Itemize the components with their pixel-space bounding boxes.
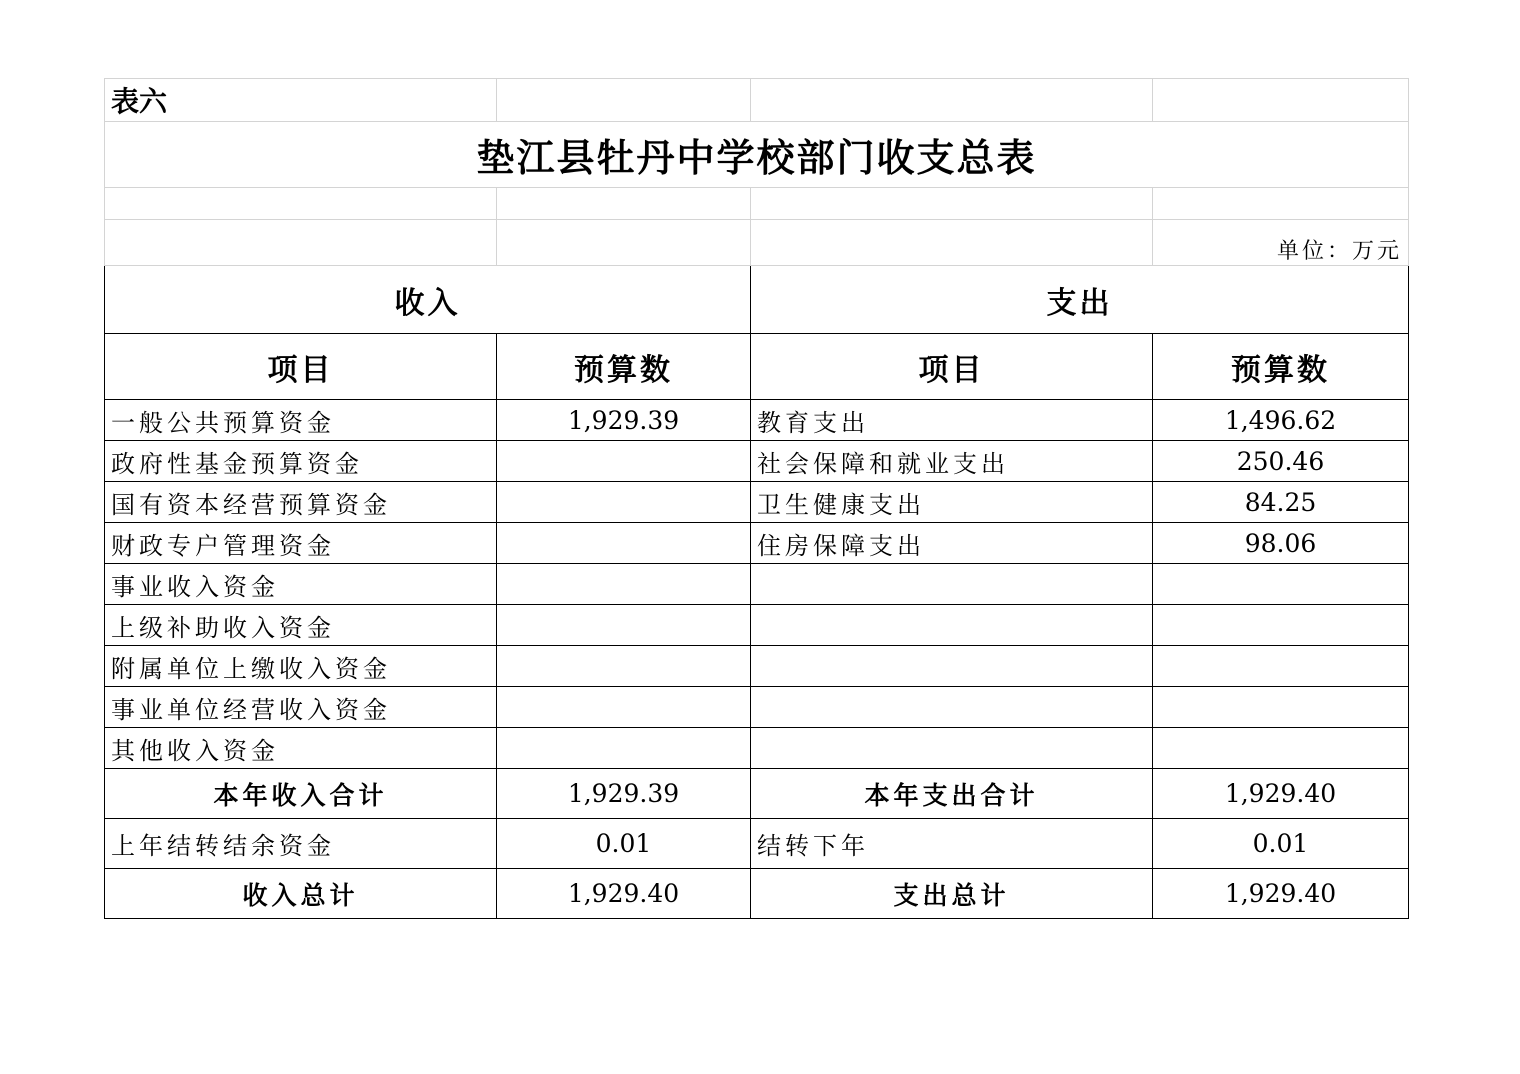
expense-subtotal-value: 1,929.40 — [1153, 769, 1409, 819]
budget-table — [104, 78, 1409, 919]
table-tag: 表六 — [105, 79, 497, 122]
expense-item: 教育支出 — [751, 400, 1153, 441]
expense-item: 卫生健康支出 — [751, 482, 1153, 523]
title-row — [105, 122, 1409, 188]
table-row — [105, 523, 1409, 564]
income-value — [497, 523, 751, 564]
expense-item — [751, 728, 1153, 769]
expense-item — [751, 646, 1153, 687]
expense-value: 1,496.62 — [1153, 400, 1409, 441]
income-item: 上级补助收入资金 — [105, 605, 497, 646]
table-row — [105, 400, 1409, 441]
expense-budget-header: 预算数 — [1153, 334, 1409, 400]
income-item: 国有资本经营预算资金 — [105, 482, 497, 523]
expense-item-header: 项目 — [751, 334, 1153, 400]
income-header: 收入 — [105, 266, 751, 334]
expense-item — [751, 605, 1153, 646]
expense-value — [1153, 646, 1409, 687]
income-value — [497, 482, 751, 523]
unit-row — [105, 220, 1409, 266]
income-total-label: 收入总计 — [105, 869, 497, 919]
income-carry-label: 上年结转结余资金 — [105, 819, 497, 869]
income-value: 1,929.39 — [497, 400, 751, 441]
table-row — [105, 482, 1409, 523]
expense-total-value: 1,929.40 — [1153, 869, 1409, 919]
income-value — [497, 605, 751, 646]
expense-item: 社会保障和就业支出 — [751, 441, 1153, 482]
expense-carry-value: 0.01 — [1153, 819, 1409, 869]
expense-carry-label: 结转下年 — [751, 819, 1153, 869]
expense-item: 住房保障支出 — [751, 523, 1153, 564]
income-item: 事业收入资金 — [105, 564, 497, 605]
expense-value — [1153, 728, 1409, 769]
income-budget-header: 预算数 — [497, 334, 751, 400]
income-carry-value: 0.01 — [497, 819, 751, 869]
carry-row — [105, 819, 1409, 869]
table-row — [105, 646, 1409, 687]
expense-value: 98.06 — [1153, 523, 1409, 564]
expense-value — [1153, 605, 1409, 646]
expense-item — [751, 687, 1153, 728]
income-subtotal-value: 1,929.39 — [497, 769, 751, 819]
expense-total-label: 支出总计 — [751, 869, 1153, 919]
expense-header: 支出 — [751, 266, 1409, 334]
expense-value: 250.46 — [1153, 441, 1409, 482]
income-value — [497, 728, 751, 769]
page-title: 垫江县牡丹中学校部门收支总表 — [105, 122, 1409, 188]
unit-label: 单位：万元 — [1153, 220, 1409, 266]
income-item: 附属单位上缴收入资金 — [105, 646, 497, 687]
expense-value — [1153, 687, 1409, 728]
subtotal-row — [105, 769, 1409, 819]
income-item-header: 项目 — [105, 334, 497, 400]
income-item: 一般公共预算资金 — [105, 400, 497, 441]
income-value — [497, 687, 751, 728]
expense-item — [751, 564, 1153, 605]
income-item: 财政专户管理资金 — [105, 523, 497, 564]
income-item: 政府性基金预算资金 — [105, 441, 497, 482]
income-total-value: 1,929.40 — [497, 869, 751, 919]
income-item: 事业单位经营收入资金 — [105, 687, 497, 728]
total-row — [105, 869, 1409, 919]
column-header-row — [105, 334, 1409, 400]
income-value — [497, 441, 751, 482]
income-value — [497, 646, 751, 687]
expense-subtotal-label: 本年支出合计 — [751, 769, 1153, 819]
income-subtotal-label: 本年收入合计 — [105, 769, 497, 819]
expense-value — [1153, 564, 1409, 605]
table-row — [105, 728, 1409, 769]
income-value — [497, 564, 751, 605]
table-row — [105, 687, 1409, 728]
section-header-row — [105, 266, 1409, 334]
tag-row — [105, 79, 1409, 122]
table-row — [105, 605, 1409, 646]
spacer-row — [105, 188, 1409, 220]
table-row — [105, 564, 1409, 605]
income-item: 其他收入资金 — [105, 728, 497, 769]
expense-value: 84.25 — [1153, 482, 1409, 523]
table-row — [105, 441, 1409, 482]
